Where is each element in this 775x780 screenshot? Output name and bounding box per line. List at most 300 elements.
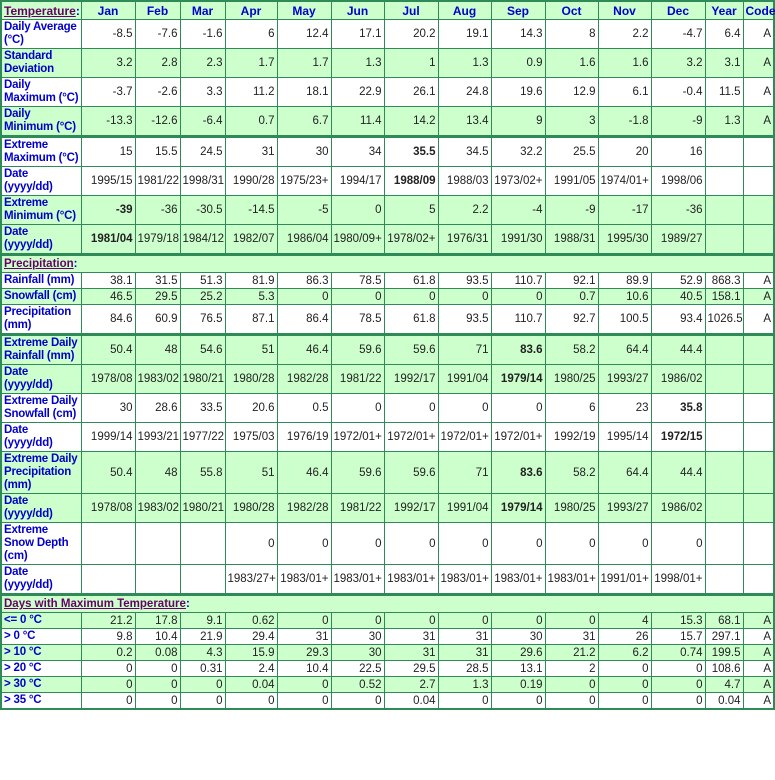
cell-aug: 28.5 — [438, 661, 491, 677]
cell-code — [743, 225, 774, 255]
cell-code: A — [743, 49, 774, 78]
cell-year — [705, 225, 743, 255]
cell-code — [743, 423, 774, 452]
cell-aug: 1976/31 — [438, 225, 491, 255]
cell-jan: -8.5 — [81, 20, 135, 49]
cell-may: 0 — [277, 677, 331, 693]
cell-dec: 3.2 — [651, 49, 705, 78]
cell-oct: 58.2 — [545, 335, 598, 365]
cell-apr: 15.9 — [225, 645, 277, 661]
row-label: Date (yyyy/dd) — [1, 565, 81, 595]
cell-sep: 0 — [491, 613, 545, 629]
cell-jun: 30 — [331, 645, 384, 661]
section-link-days-with-maximum-temperature[interactable]: Days with Maximum Temperature — [4, 598, 186, 610]
cell-oct: 6 — [545, 394, 598, 423]
cell-nov: 1974/01+ — [598, 167, 651, 196]
row-label: > 10 °C — [1, 645, 81, 661]
cell-jan: -13.3 — [81, 107, 135, 137]
cell-jul: 59.6 — [384, 452, 438, 494]
cell-oct: 0 — [545, 677, 598, 693]
cell-aug: 24.8 — [438, 78, 491, 107]
cell-aug: 1.3 — [438, 677, 491, 693]
cell-may: -5 — [277, 196, 331, 225]
cell-jun: 22.9 — [331, 78, 384, 107]
cell-dec: 40.5 — [651, 289, 705, 305]
cell-jul: 59.6 — [384, 335, 438, 365]
cell-jan: 30 — [81, 394, 135, 423]
cell-year — [705, 452, 743, 494]
cell-jul: 29.5 — [384, 661, 438, 677]
cell-oct: 31 — [545, 629, 598, 645]
cell-nov: 26 — [598, 629, 651, 645]
cell-jan: -3.7 — [81, 78, 135, 107]
cell-nov: -1.8 — [598, 107, 651, 137]
row-label: <= 0 °C — [1, 613, 81, 629]
cell-jun: 34 — [331, 137, 384, 167]
column-header-dec: Dec — [651, 1, 705, 20]
cell-may: 86.4 — [277, 305, 331, 335]
cell-sep: 29.6 — [491, 645, 545, 661]
cell-jul: 2.7 — [384, 677, 438, 693]
cell-oct: -9 — [545, 196, 598, 225]
cell-code: A — [743, 273, 774, 289]
cell-jul: 0 — [384, 394, 438, 423]
table-row — [1, 452, 774, 494]
cell-jun: 22.5 — [331, 661, 384, 677]
cell-aug: 93.5 — [438, 273, 491, 289]
cell-year — [705, 365, 743, 394]
cell-jun: 1983/01+ — [331, 565, 384, 595]
cell-oct: 0.7 — [545, 289, 598, 305]
table-row — [1, 394, 774, 423]
cell-jan: 9.8 — [81, 629, 135, 645]
table-row — [1, 225, 774, 255]
cell-sep: 0 — [491, 289, 545, 305]
cell-jul: 61.8 — [384, 273, 438, 289]
cell-code: A — [743, 20, 774, 49]
cell-mar: 33.5 — [180, 394, 225, 423]
cell-code — [743, 494, 774, 523]
cell-feb: 48 — [135, 452, 180, 494]
cell-jun: 78.5 — [331, 305, 384, 335]
row-label: > 0 °C — [1, 629, 81, 645]
cell-feb: 28.6 — [135, 394, 180, 423]
cell-dec: 93.4 — [651, 305, 705, 335]
table-row — [1, 645, 774, 661]
cell-jul: 1983/01+ — [384, 565, 438, 595]
cell-dec: 44.4 — [651, 452, 705, 494]
cell-apr: 5.3 — [225, 289, 277, 305]
cell-feb: 1993/21 — [135, 423, 180, 452]
column-header-mar: Mar — [180, 1, 225, 20]
table-row — [1, 20, 774, 49]
cell-mar: 3.3 — [180, 78, 225, 107]
cell-may: 1976/19 — [277, 423, 331, 452]
cell-apr: 1.7 — [225, 49, 277, 78]
cell-oct: 1.6 — [545, 49, 598, 78]
row-label: Extreme Maximum (°C) — [1, 137, 81, 167]
cell-year — [705, 494, 743, 523]
cell-oct: 0 — [545, 693, 598, 710]
cell-year — [705, 523, 743, 565]
cell-apr: 87.1 — [225, 305, 277, 335]
row-label: Date (yyyy/dd) — [1, 423, 81, 452]
cell-year: 1.3 — [705, 107, 743, 137]
cell-apr: 1990/28 — [225, 167, 277, 196]
cell-oct: 3 — [545, 107, 598, 137]
cell-code — [743, 523, 774, 565]
cell-jan: 0 — [81, 661, 135, 677]
table-row — [1, 365, 774, 394]
cell-apr: 29.4 — [225, 629, 277, 645]
table-row — [1, 335, 774, 365]
cell-may: 12.4 — [277, 20, 331, 49]
cell-feb: 60.9 — [135, 305, 180, 335]
cell-apr: 2.4 — [225, 661, 277, 677]
cell-code: A — [743, 693, 774, 710]
cell-sep: -4 — [491, 196, 545, 225]
cell-year: 68.1 — [705, 613, 743, 629]
cell-sep: 0 — [491, 394, 545, 423]
cell-jan: 0 — [81, 677, 135, 693]
cell-may: 46.4 — [277, 335, 331, 365]
cell-feb: 2.8 — [135, 49, 180, 78]
row-label: Daily Minimum (°C) — [1, 107, 81, 137]
cell-jan: -39 — [81, 196, 135, 225]
cell-mar: -30.5 — [180, 196, 225, 225]
cell-dec: 1998/06 — [651, 167, 705, 196]
cell-sep: 83.6 — [491, 335, 545, 365]
cell-may: 46.4 — [277, 452, 331, 494]
colon: : — [75, 3, 80, 18]
table-row — [1, 494, 774, 523]
section-link-temperature[interactable]: Temperature — [4, 3, 76, 18]
cell-dec: 1998/01+ — [651, 565, 705, 595]
cell-sep: 32.2 — [491, 137, 545, 167]
cell-mar: -6.4 — [180, 107, 225, 137]
colon: : — [73, 258, 78, 270]
cell-mar: 25.2 — [180, 289, 225, 305]
table-row — [1, 613, 774, 629]
cell-nov: 1993/27 — [598, 494, 651, 523]
cell-year: 868.3 — [705, 273, 743, 289]
cell-jan — [81, 565, 135, 595]
row-label: Extreme Daily Precipitation (mm) — [1, 452, 81, 494]
cell-jun: 1994/17 — [331, 167, 384, 196]
cell-may: 10.4 — [277, 661, 331, 677]
cell-dec: 1972/15 — [651, 423, 705, 452]
cell-oct: 1991/05 — [545, 167, 598, 196]
cell-may: 0 — [277, 693, 331, 710]
row-label: Date (yyyy/dd) — [1, 494, 81, 523]
cell-apr: 0.7 — [225, 107, 277, 137]
section-header-row — [1, 595, 774, 613]
cell-nov: 6.2 — [598, 645, 651, 661]
column-header-jan: Jan — [81, 1, 135, 20]
column-header-year: Year — [705, 1, 743, 20]
cell-dec: 0 — [651, 677, 705, 693]
cell-dec: 16 — [651, 137, 705, 167]
cell-jun: 0 — [331, 523, 384, 565]
row-label: Extreme Daily Rainfall (mm) — [1, 335, 81, 365]
cell-aug: 1991/04 — [438, 365, 491, 394]
cell-jun: 59.6 — [331, 335, 384, 365]
cell-apr: 1980/28 — [225, 365, 277, 394]
cell-code — [743, 394, 774, 423]
row-label: Date (yyyy/dd) — [1, 225, 81, 255]
row-label: Daily Maximum (°C) — [1, 78, 81, 107]
cell-dec: -0.4 — [651, 78, 705, 107]
cell-aug: 2.2 — [438, 196, 491, 225]
cell-code: A — [743, 107, 774, 137]
cell-mar: -1.6 — [180, 20, 225, 49]
cell-jul: 0 — [384, 613, 438, 629]
cell-nov: 1995/30 — [598, 225, 651, 255]
cell-oct: 92.1 — [545, 273, 598, 289]
cell-sep: 83.6 — [491, 452, 545, 494]
cell-sep: 9 — [491, 107, 545, 137]
cell-jul: 1992/17 — [384, 494, 438, 523]
cell-feb — [135, 523, 180, 565]
cell-jun: 0 — [331, 394, 384, 423]
cell-dec: 0 — [651, 693, 705, 710]
cell-dec: 35.8 — [651, 394, 705, 423]
column-header-sep: Sep — [491, 1, 545, 20]
cell-feb: 1983/02 — [135, 494, 180, 523]
table-row — [1, 289, 774, 305]
cell-jul: 0 — [384, 523, 438, 565]
cell-apr: 1980/28 — [225, 494, 277, 523]
cell-jan: 38.1 — [81, 273, 135, 289]
cell-oct: 58.2 — [545, 452, 598, 494]
row-label: Daily Average (°C) — [1, 20, 81, 49]
cell-apr: 1983/27+ — [225, 565, 277, 595]
cell-mar: 51.3 — [180, 273, 225, 289]
cell-oct: 12.9 — [545, 78, 598, 107]
cell-jul: 31 — [384, 645, 438, 661]
cell-sep: 0.19 — [491, 677, 545, 693]
cell-aug: 93.5 — [438, 305, 491, 335]
cell-mar: 4.3 — [180, 645, 225, 661]
column-header-may: May — [277, 1, 331, 20]
cell-sep: 0 — [491, 693, 545, 710]
cell-aug: 19.1 — [438, 20, 491, 49]
cell-aug: 0 — [438, 693, 491, 710]
cell-jan: 3.2 — [81, 49, 135, 78]
cell-sep: 19.6 — [491, 78, 545, 107]
cell-nov: 1991/01+ — [598, 565, 651, 595]
cell-nov: 20 — [598, 137, 651, 167]
cell-jun: 78.5 — [331, 273, 384, 289]
cell-year: 199.5 — [705, 645, 743, 661]
cell-jan: 84.6 — [81, 305, 135, 335]
row-label: Precipitation (mm) — [1, 305, 81, 335]
cell-jul: 20.2 — [384, 20, 438, 49]
colon: : — [185, 598, 190, 610]
table-row — [1, 78, 774, 107]
table-row — [1, 629, 774, 645]
cell-mar — [180, 565, 225, 595]
cell-aug: 1988/03 — [438, 167, 491, 196]
cell-jul: 26.1 — [384, 78, 438, 107]
cell-nov: 10.6 — [598, 289, 651, 305]
cell-aug: 31 — [438, 645, 491, 661]
cell-oct: 0 — [545, 613, 598, 629]
table-row — [1, 273, 774, 289]
cell-jun: 0 — [331, 613, 384, 629]
section-link-precipitation[interactable]: Precipitation — [4, 258, 74, 270]
cell-may: 0 — [277, 289, 331, 305]
row-label: > 20 °C — [1, 661, 81, 677]
cell-feb: -36 — [135, 196, 180, 225]
cell-jul: 31 — [384, 629, 438, 645]
cell-jun: 0 — [331, 196, 384, 225]
table-row — [1, 196, 774, 225]
row-label: > 30 °C — [1, 677, 81, 693]
row-label: Extreme Daily Snowfall (cm) — [1, 394, 81, 423]
cell-aug: 31 — [438, 629, 491, 645]
cell-aug: 71 — [438, 335, 491, 365]
cell-nov: 0 — [598, 693, 651, 710]
column-header-code: Code — [743, 1, 774, 20]
cell-dec: -36 — [651, 196, 705, 225]
row-label: Rainfall (mm) — [1, 273, 81, 289]
cell-jan: 50.4 — [81, 452, 135, 494]
cell-sep: 0.9 — [491, 49, 545, 78]
cell-apr: 1975/03 — [225, 423, 277, 452]
cell-apr: 0 — [225, 523, 277, 565]
cell-jun: 0 — [331, 289, 384, 305]
cell-code: A — [743, 78, 774, 107]
cell-sep: 13.1 — [491, 661, 545, 677]
cell-jan: 1995/15 — [81, 167, 135, 196]
cell-dec: 52.9 — [651, 273, 705, 289]
cell-may: 1975/23+ — [277, 167, 331, 196]
cell-jan: 0.2 — [81, 645, 135, 661]
cell-year: 4.7 — [705, 677, 743, 693]
cell-year: 297.1 — [705, 629, 743, 645]
cell-sep: 1991/30 — [491, 225, 545, 255]
cell-mar: 1977/22 — [180, 423, 225, 452]
cell-aug: 13.4 — [438, 107, 491, 137]
cell-feb: 10.4 — [135, 629, 180, 645]
cell-jun: 1981/22 — [331, 365, 384, 394]
cell-code — [743, 196, 774, 225]
cell-nov: 0 — [598, 523, 651, 565]
cell-jul: 35.5 — [384, 137, 438, 167]
cell-feb: -2.6 — [135, 78, 180, 107]
cell-jul: 1988/09 — [384, 167, 438, 196]
cell-dec: 15.3 — [651, 613, 705, 629]
cell-jul: 1978/02+ — [384, 225, 438, 255]
cell-jan: 1981/04 — [81, 225, 135, 255]
cell-jan: 21.2 — [81, 613, 135, 629]
cell-feb: 29.5 — [135, 289, 180, 305]
column-header-aug: Aug — [438, 1, 491, 20]
cell-feb: 31.5 — [135, 273, 180, 289]
cell-sep: 0 — [491, 523, 545, 565]
cell-apr: 0.04 — [225, 677, 277, 693]
cell-sep: 30 — [491, 629, 545, 645]
cell-feb: 1983/02 — [135, 365, 180, 394]
cell-feb: 15.5 — [135, 137, 180, 167]
cell-year: 11.5 — [705, 78, 743, 107]
cell-apr: 20.6 — [225, 394, 277, 423]
cell-feb: -12.6 — [135, 107, 180, 137]
cell-jan: 50.4 — [81, 335, 135, 365]
cell-mar: 0 — [180, 693, 225, 710]
cell-oct: 25.5 — [545, 137, 598, 167]
cell-nov: 89.9 — [598, 273, 651, 289]
cell-code — [743, 565, 774, 595]
cell-aug: 34.5 — [438, 137, 491, 167]
cell-mar: 54.6 — [180, 335, 225, 365]
cell-may: 6.7 — [277, 107, 331, 137]
cell-mar: 76.5 — [180, 305, 225, 335]
cell-dec: 15.7 — [651, 629, 705, 645]
cell-code: A — [743, 661, 774, 677]
cell-oct: 1983/01+ — [545, 565, 598, 595]
cell-code — [743, 452, 774, 494]
cell-year: 6.4 — [705, 20, 743, 49]
cell-jan: 1978/08 — [81, 494, 135, 523]
cell-apr: 0.62 — [225, 613, 277, 629]
cell-may: 0 — [277, 523, 331, 565]
cell-code — [743, 335, 774, 365]
cell-jul: 5 — [384, 196, 438, 225]
cell-nov: 1.6 — [598, 49, 651, 78]
cell-year — [705, 423, 743, 452]
cell-jun: 1.3 — [331, 49, 384, 78]
cell-apr: 31 — [225, 137, 277, 167]
cell-year: 3.1 — [705, 49, 743, 78]
cell-oct: 1988/31 — [545, 225, 598, 255]
cell-code — [743, 137, 774, 167]
row-label: > 35 °C — [1, 693, 81, 710]
cell-aug: 71 — [438, 452, 491, 494]
cell-oct: 92.7 — [545, 305, 598, 335]
cell-dec: 44.4 — [651, 335, 705, 365]
cell-jan: 0 — [81, 693, 135, 710]
cell-jul: 14.2 — [384, 107, 438, 137]
cell-may: 18.1 — [277, 78, 331, 107]
cell-feb: 0 — [135, 661, 180, 677]
cell-jun: 0 — [331, 693, 384, 710]
cell-apr: 0 — [225, 693, 277, 710]
cell-mar: 1998/31 — [180, 167, 225, 196]
cell-nov: 1995/14 — [598, 423, 651, 452]
cell-code — [743, 365, 774, 394]
cell-oct: 1980/25 — [545, 365, 598, 394]
column-header-nov: Nov — [598, 1, 651, 20]
cell-dec: -9 — [651, 107, 705, 137]
cell-feb — [135, 565, 180, 595]
cell-mar: 9.1 — [180, 613, 225, 629]
cell-feb: 0 — [135, 693, 180, 710]
table-row — [1, 677, 774, 693]
cell-may: 1.7 — [277, 49, 331, 78]
cell-jun: 0.52 — [331, 677, 384, 693]
cell-mar: 21.9 — [180, 629, 225, 645]
cell-may: 1986/04 — [277, 225, 331, 255]
section-header-row — [1, 255, 774, 273]
cell-oct: 0 — [545, 523, 598, 565]
column-header-feb: Feb — [135, 1, 180, 20]
cell-mar — [180, 523, 225, 565]
cell-year — [705, 167, 743, 196]
cell-apr: 11.2 — [225, 78, 277, 107]
cell-aug: 1983/01+ — [438, 565, 491, 595]
